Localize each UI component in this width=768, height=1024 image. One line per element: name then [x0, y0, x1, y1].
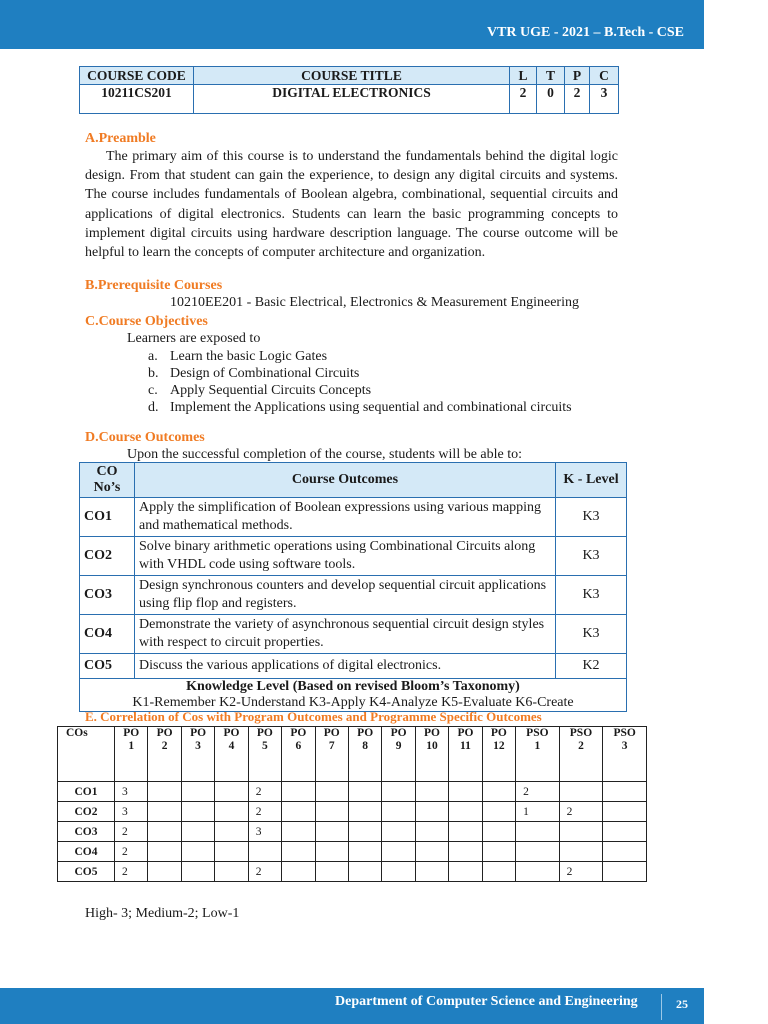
co-label: CO3	[58, 822, 115, 842]
correlation-cell	[482, 822, 515, 842]
correlation-cell	[282, 862, 315, 882]
c-header: C	[590, 67, 619, 85]
correlation-cell	[215, 822, 248, 842]
correlation-cell	[315, 802, 348, 822]
po-header: PO 1	[115, 727, 148, 782]
pso-header: PSO 2	[559, 727, 603, 782]
correlation-cell	[282, 802, 315, 822]
correlation-cell: 3	[115, 802, 148, 822]
correlation-cell	[382, 862, 415, 882]
po-header: PO 11	[449, 727, 482, 782]
correlation-cell	[215, 782, 248, 802]
l-value: 2	[510, 85, 537, 114]
correlation-cell	[382, 782, 415, 802]
t-header: T	[537, 67, 565, 85]
l-header: L	[510, 67, 537, 85]
correlation-cell	[215, 802, 248, 822]
k-level-header: K - Level	[556, 463, 627, 498]
correlation-cell	[449, 782, 482, 802]
correlation-cell	[382, 802, 415, 822]
table-row	[58, 842, 647, 862]
correlation-cell	[559, 842, 603, 862]
correlation-cell	[148, 862, 181, 882]
po-header: PO 10	[415, 727, 448, 782]
page-number: 25	[676, 997, 688, 1011]
table-row: CO1 Apply the simplification of Boolean expressions using various mapping and mathematical methods. K3	[80, 498, 627, 537]
correlation-cell	[248, 842, 281, 862]
po-header: PO 6	[282, 727, 315, 782]
outcomes-heading: D.Course Outcomes	[85, 430, 205, 445]
objective-item: d. Implement the Applications using sequential and combinational circuits	[148, 400, 572, 415]
course-title-header: COURSE TITLE	[194, 67, 510, 85]
po-header: PO 8	[348, 727, 381, 782]
correlation-cell	[148, 782, 181, 802]
correlation-heading: E. Correlation of Cos with Program Outcomes and Programme Specific Outcomes	[85, 709, 542, 724]
correlation-cell: 2	[248, 782, 281, 802]
correlation-cell	[415, 862, 448, 882]
correlation-cell	[181, 842, 214, 862]
correlation-cell	[181, 802, 214, 822]
correlation-cell	[449, 802, 482, 822]
header-title: VTR UGE - 2021 – B.Tech - CSE	[486, 25, 684, 40]
prerequisite-text: 10210EE201 - Basic Electrical, Electronics & Measurement Engineering	[170, 295, 579, 310]
correlation-cell	[559, 822, 603, 842]
knowledge-levels: K1-Remember K2-Understand K3-Apply K4-Analyze K5-Evaluate K6-Create	[132, 695, 574, 710]
course-outcomes-header: Course Outcomes	[135, 463, 556, 498]
po-correlation-table	[57, 726, 647, 882]
correlation-cell	[415, 842, 448, 862]
correlation-cell	[382, 822, 415, 842]
course-info-table	[79, 66, 619, 114]
p-value: 2	[565, 85, 590, 114]
correlation-cell: 2	[248, 862, 281, 882]
table-row: CO3 Design synchronous counters and develop sequential circuit applications using flip flop and registers. K3	[80, 576, 627, 615]
correlation-cell	[516, 842, 560, 862]
correlation-cell	[482, 862, 515, 882]
po-header: PO 12	[482, 727, 515, 782]
objective-item: b. Design of Combinational Circuits	[148, 366, 360, 381]
course-title: DIGITAL ELECTRONICS	[194, 85, 510, 114]
correlation-cell	[482, 802, 515, 822]
header-bar	[0, 0, 704, 49]
correlation-cell	[215, 842, 248, 862]
course-outcomes-table	[79, 462, 627, 712]
c-value: 3	[590, 85, 619, 114]
objectives-heading: C.Course Objectives	[85, 314, 208, 329]
correlation-cell	[282, 782, 315, 802]
correlation-cell: 2	[115, 862, 148, 882]
co-label: CO2	[58, 802, 115, 822]
table-row	[58, 822, 647, 842]
p-header: P	[565, 67, 590, 85]
correlation-cell	[181, 822, 214, 842]
correlation-cell	[282, 822, 315, 842]
preamble-text	[85, 147, 618, 262]
footer-divider	[661, 994, 662, 1020]
po-header: PO 7	[315, 727, 348, 782]
preamble-heading: A.Preamble	[85, 131, 156, 146]
correlation-cell	[315, 862, 348, 882]
po-header: PO 4	[215, 727, 248, 782]
correlation-cell	[449, 822, 482, 842]
correlation-cell	[148, 842, 181, 862]
correlation-cell	[559, 782, 603, 802]
objective-item: a. Learn the basic Logic Gates	[148, 349, 328, 364]
correlation-cell	[348, 862, 381, 882]
co-label: CO5	[58, 862, 115, 882]
correlation-cell: 2	[516, 782, 560, 802]
knowledge-level-title: Knowledge Level (Based on revised Bloom’s Taxonomy)	[186, 679, 520, 694]
correlation-cell: 2	[115, 822, 148, 842]
correlation-cell	[482, 842, 515, 862]
correlation-cell: 2	[115, 842, 148, 862]
table-row	[58, 782, 647, 802]
co-number-header: CO No’s	[80, 463, 135, 498]
objectives-list	[148, 348, 572, 416]
co-label: CO1	[58, 782, 115, 802]
correlation-cell	[603, 802, 647, 822]
table-row	[58, 862, 647, 882]
correlation-cell	[348, 782, 381, 802]
cos-header: COs	[58, 727, 115, 782]
po-header: PO 3	[181, 727, 214, 782]
correlation-cell	[348, 842, 381, 862]
correlation-cell	[603, 822, 647, 842]
correlation-cell	[348, 802, 381, 822]
correlation-cell	[181, 782, 214, 802]
correlation-cell: 3	[115, 782, 148, 802]
correlation-cell	[603, 842, 647, 862]
po-header-row	[58, 727, 647, 782]
pso-header: PSO 3	[603, 727, 647, 782]
correlation-cell	[415, 782, 448, 802]
outcomes-intro: Upon the successful completion of the course, students will be able to:	[127, 447, 523, 462]
correlation-cell	[148, 822, 181, 842]
po-header: PO 5	[248, 727, 281, 782]
correlation-cell	[215, 862, 248, 882]
correlation-cell	[449, 842, 482, 862]
correlation-cell	[449, 862, 482, 882]
correlation-cell	[282, 842, 315, 862]
correlation-cell: 2	[248, 802, 281, 822]
correlation-cell	[603, 862, 647, 882]
correlation-cell: 2	[559, 862, 603, 882]
preamble-body: The primary aim of this course is to understand the fundamentals behind the digital logic design. From that student can gain the experience, to design any digital circuits and systems. The course includes fundamentals of Boolean algebra, combinational, sequential circuits and applications of digital electronics. Students can learn the basic programming concepts to implement digital circuits using hardware description language. The course outcome will be helpful to learn the concepts of computer architecture and organization.	[85, 149, 618, 261]
po-header: PO 2	[148, 727, 181, 782]
objective-item: c. Apply Sequential Circuits Concepts	[148, 383, 372, 398]
correlation-cell	[315, 842, 348, 862]
correlation-cell	[382, 842, 415, 862]
table-row	[58, 802, 647, 822]
table-row: CO5 Discuss the various applications of digital electronics. K2	[80, 654, 627, 679]
correlation-cell	[482, 782, 515, 802]
course-code-header: COURSE CODE	[80, 67, 194, 85]
correlation-cell	[148, 802, 181, 822]
table-row: CO4 Demonstrate the variety of asynchronous sequential circuit design styles with respect to circuit properties. K3	[80, 615, 627, 654]
correlation-cell: 1	[516, 802, 560, 822]
correlation-cell: 3	[248, 822, 281, 842]
po-header: PO 9	[382, 727, 415, 782]
footer-department: Department of Computer Science and Engineering	[335, 994, 638, 1009]
correlation-cell	[516, 822, 560, 842]
correlation-cell	[315, 822, 348, 842]
correlation-cell: 2	[559, 802, 603, 822]
objectives-intro: Learners are exposed to	[127, 331, 261, 346]
correlation-cell	[181, 862, 214, 882]
co-label: CO4	[58, 842, 115, 862]
footer-bar	[0, 988, 704, 1024]
t-value: 0	[537, 85, 565, 114]
prerequisite-heading: B.Prerequisite Courses	[85, 278, 223, 293]
correlation-legend: High- 3; Medium-2; Low-1	[85, 906, 240, 921]
pso-header: PSO 1	[516, 727, 560, 782]
correlation-cell	[415, 802, 448, 822]
correlation-cell	[348, 822, 381, 842]
correlation-cell	[415, 822, 448, 842]
correlation-cell	[315, 782, 348, 802]
table-row: CO2 Solve binary arithmetic operations using Combinational Circuits along with VHDL code using software tools. K3	[80, 537, 627, 576]
correlation-cell	[603, 782, 647, 802]
correlation-cell	[516, 862, 560, 882]
course-code: 10211CS201	[80, 85, 194, 114]
knowledge-level-row	[80, 679, 627, 712]
